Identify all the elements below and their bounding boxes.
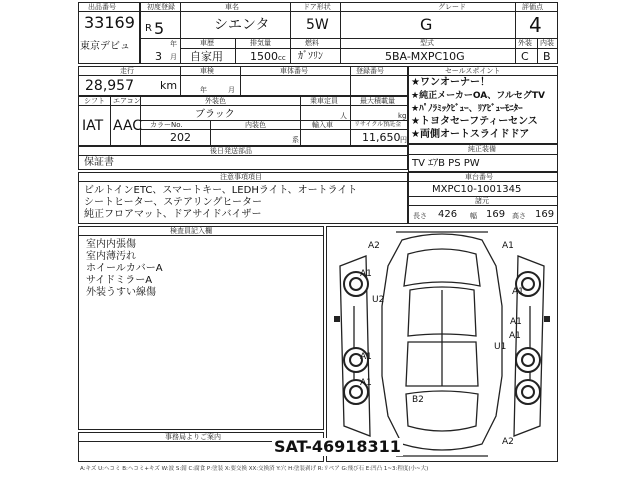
divider (408, 75, 558, 76)
divider (515, 2, 516, 64)
chassis-number: MXPC10-1001345 (432, 184, 522, 195)
genuine-equipment: TV ｴｱB PS PW (412, 158, 480, 169)
damage-mark: A1 (360, 378, 372, 388)
label-displacement: 排気量 (250, 39, 271, 47)
cc-unit: cc (278, 54, 286, 62)
mileage: 28,957 (85, 78, 134, 94)
divider (78, 75, 408, 76)
length-label: 長さ (413, 212, 427, 220)
inspection-item-3: ホイールカバーA (86, 263, 163, 274)
note-line-1: ビルトインETC、スマートキー、LEDHライト、オートライト (84, 185, 358, 196)
interior-grade: B (543, 50, 551, 63)
damage-mark: A1 (512, 287, 524, 297)
divider (78, 155, 408, 156)
label-grade: グレード (438, 3, 466, 11)
era: R (145, 23, 152, 34)
aircon: AAC (113, 118, 143, 134)
auction-id: SAT-46918311 (274, 437, 401, 456)
divider (240, 66, 241, 96)
divider (180, 2, 181, 64)
label-int-color: 内装色 (245, 121, 266, 129)
sales-point-3: ★ﾊﾟﾉﾗﾐｯｸﾋﾞｭｰ、ﾘｱﾋﾞｭｰﾓﾆﾀｰ (411, 104, 523, 114)
dims-header: 諸元 (475, 197, 489, 205)
damage-legend: A:キズ U:ヘコミ B:ヘコミ+キズ W:波 S:錆 C:腐食 P:塗装 X:要交換 XX:交換済 Y:穴 H:塗装剥げ R:リペア G:飛び石 E:凹凸 1~3:程度(小~大) (80, 466, 429, 472)
mileage-unit: km (160, 79, 178, 92)
car-diagram (326, 226, 558, 462)
car-name: シエンタ (214, 17, 270, 33)
width-label: 幅 (470, 212, 477, 220)
door-type: 5W (306, 17, 329, 33)
damage-mark: A1 (502, 241, 514, 251)
divider (78, 235, 324, 236)
damage-mark: A2 (368, 241, 380, 251)
displacement: 1500 (250, 50, 278, 63)
recycle-fee: 11,650 (362, 131, 401, 144)
int-color-unit: 系 (292, 136, 299, 144)
height-label: 高さ (512, 212, 526, 220)
label-model-code: 型式 (420, 39, 434, 47)
genuine-header: 純正装備 (468, 145, 496, 153)
score: 4 (529, 13, 542, 37)
label-first-reg: 初度登録 (147, 3, 175, 11)
lot-number: 33169 (84, 13, 135, 32)
ext-color: ブラック (195, 109, 235, 120)
divider (180, 48, 515, 49)
divider (140, 129, 408, 130)
grade: G (420, 15, 433, 34)
label-history: 車歴 (200, 39, 214, 47)
note-line-3: 純正フロアマット、ドアサイドバイザー (84, 209, 262, 220)
reg-month: 3 (155, 50, 162, 63)
history: 自家用 (190, 50, 223, 63)
height-value: 169 (535, 209, 555, 220)
label-mileage: 走行 (120, 67, 134, 75)
divider (537, 38, 538, 64)
sales-point-2: ★純正メーカーOA、フルセグTV (411, 91, 546, 101)
label-import: 輸入車 (312, 121, 333, 129)
divider (340, 38, 341, 64)
label-aircon: エアコン (113, 97, 141, 105)
label-fuel: 燃料 (305, 39, 319, 47)
label-capacity: 乗車定員 (310, 97, 338, 105)
divider (350, 96, 351, 146)
inspection-year-unit: 年 (200, 86, 207, 94)
month-unit: 月 (170, 53, 177, 61)
inspection-item-2: 室内薄汚れ (86, 251, 136, 262)
divider (210, 120, 211, 146)
load-unit: kg (398, 112, 407, 120)
label-recycle: リサイクル預託金 (354, 121, 402, 128)
divider (300, 96, 301, 146)
parts-header: 後日発送部品 (210, 147, 252, 155)
inspection-month-unit: 月 (228, 86, 235, 94)
divider (408, 205, 558, 206)
shift: IAT (82, 118, 104, 134)
label-car-name: 車名 (225, 3, 239, 11)
fuel: ｶﾞｿﾘﾝ (298, 51, 323, 62)
label-interior: 内装 (540, 39, 554, 47)
divider (340, 2, 341, 38)
label-color-no: カラーNo. (150, 121, 183, 129)
damage-mark: A2 (502, 437, 514, 447)
divider (78, 181, 408, 182)
label-lot-no: 出品番号 (88, 3, 116, 11)
yen-unit: 円 (400, 136, 407, 144)
label-shift: シフト (84, 97, 105, 105)
damage-mark: A1 (510, 317, 522, 327)
divider (408, 154, 558, 155)
label-max-load: 最大積載量 (360, 97, 395, 105)
divider (140, 38, 180, 39)
damage-mark: A1 (509, 331, 521, 341)
sales-point-4: ★トヨタセーフティーセンス (411, 116, 538, 127)
exterior-grade: C (521, 50, 529, 63)
damage-mark: U1 (494, 342, 507, 352)
venue: 東京デビュ (80, 41, 130, 52)
color-no: 202 (170, 131, 191, 144)
damage-mark: U2 (372, 295, 385, 305)
divider (140, 2, 141, 64)
width-value: 169 (486, 209, 506, 220)
label-score: 評価点 (522, 3, 543, 11)
divider (350, 66, 351, 96)
damage-mark: A1 (360, 352, 372, 362)
divider (235, 38, 236, 64)
year-unit: 年 (170, 40, 177, 48)
label-inspection: 車検 (200, 67, 214, 75)
office-header: 事務局よりご案内 (165, 433, 221, 441)
parts-item: 保証書 (84, 157, 114, 168)
damage-mark: A1 (360, 269, 372, 279)
label-ext-color: 外装色 (205, 97, 226, 105)
length-value: 426 (438, 209, 458, 220)
divider (290, 2, 291, 38)
inspection-item-5: 外装うすい線傷 (86, 287, 156, 298)
divider (180, 66, 181, 96)
divider (290, 38, 291, 64)
divider (78, 105, 408, 106)
divider (408, 181, 558, 182)
capacity-unit: 人 (340, 112, 347, 120)
sales-point-1: ★ワンオーナー！ (411, 77, 490, 88)
sales-point-5: ★両側オートスライドドア (411, 129, 530, 140)
label-exterior: 外装 (518, 39, 532, 47)
era-year: 5 (154, 19, 165, 38)
sales-points-header: セールスポイント (445, 67, 501, 75)
inspection-header: 検査員記入欄 (170, 227, 212, 235)
label-door: ドア形状 (303, 3, 331, 11)
notes-header: 注意事項項目 (220, 173, 262, 181)
inspection-item-4: サイドミラーA (86, 275, 153, 286)
inspection-item-1: 室内内張傷 (86, 239, 136, 250)
label-chassis-no: 車体番号 (280, 67, 308, 75)
divider (110, 96, 111, 146)
note-line-2: シートヒーター、ステアリングヒーター (84, 197, 262, 208)
chassis-header: 車台番号 (465, 173, 493, 181)
damage-mark: B2 (412, 395, 424, 405)
model-code: 5BA-MXPC10G (385, 50, 465, 63)
label-reg-no: 登録番号 (356, 67, 384, 75)
divider (180, 38, 515, 39)
